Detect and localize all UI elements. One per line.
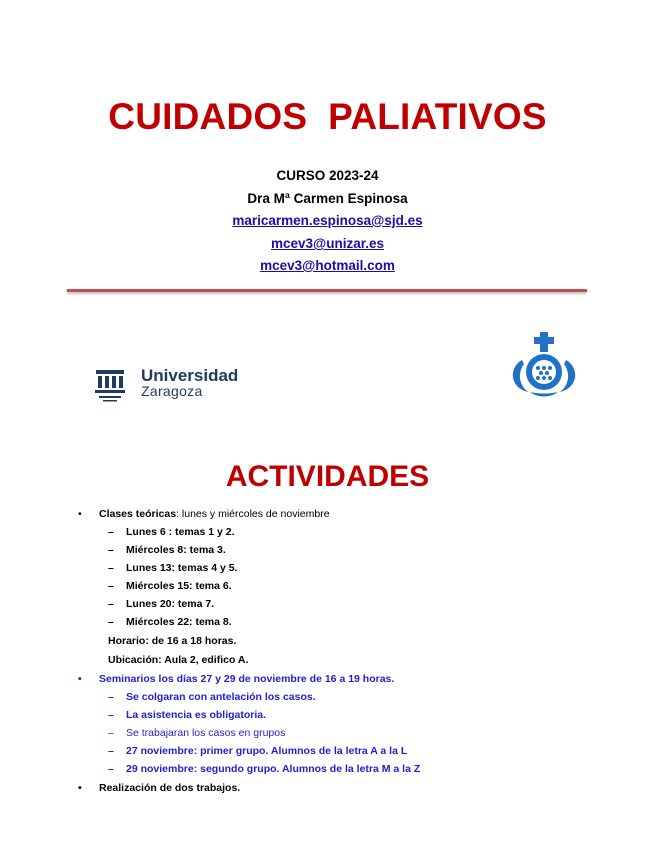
list-item-text: : lunes y miércoles de noviembre — [176, 508, 330, 520]
list-item-text: 27 noviembre: primer grupo. Alumnos de la letra A a la L — [126, 745, 408, 757]
dash-icon: – — [108, 763, 114, 775]
list-item-text: 29 noviembre: segundo grupo. Alumnos de la letra M a la Z — [126, 763, 421, 775]
list-item-text: La asistencia es obligatoria. — [126, 709, 267, 721]
university-name-line1: Universidad — [141, 366, 239, 385]
header-divider — [67, 289, 587, 292]
bullet-icon: • — [78, 782, 82, 794]
email-link-sjd[interactable]: maricarmen.espinosa@sjd.es — [232, 213, 423, 228]
list-item-text: Seminarios los días 27 y 29 de noviembre de 16 a 19 horas. — [99, 673, 395, 685]
list-item-text: Lunes 13: temas 4 y 5. — [126, 562, 238, 574]
location-text: Ubicación: Aula 2, edifico A. — [108, 654, 249, 666]
dash-icon: – — [108, 616, 114, 628]
list-item-text: Realización de dos trabajos. — [99, 782, 241, 794]
dash-icon: – — [108, 691, 114, 703]
list-item-label: Clases teóricas — [99, 508, 177, 520]
schedule-text: Horario: de 16 a 18 horas. — [108, 635, 237, 647]
list-item-text: Miércoles 22: tema 8. — [126, 616, 232, 628]
list-item-text: Miércoles 15: tema 6. — [126, 580, 232, 592]
course-label: CURSO 2023-24 — [276, 168, 379, 183]
list-item-text: Se colgaran con antelación los casos. — [126, 691, 316, 703]
bullet-icon: • — [78, 673, 82, 685]
list-item-text: Miércoles 8: tema 3. — [126, 544, 226, 556]
email-link-unizar[interactable]: mcev3@unizar.es — [271, 236, 384, 251]
universidad-zaragoza-logo — [93, 364, 293, 406]
page-title: CUIDADOS PALIATIVOS — [108, 96, 547, 137]
list-item-text: Se trabajaran los casos en grupos — [126, 727, 286, 739]
university-name-line2: Zaragoza — [141, 383, 203, 399]
dash-icon: – — [108, 727, 114, 739]
author-name: Dra Mª Carmen Espinosa — [247, 191, 408, 206]
list-item-text: Lunes 6 : temas 1 y 2. — [126, 526, 235, 538]
dash-icon: – — [108, 526, 114, 538]
email-link-hotmail[interactable]: mcev3@hotmail.com — [260, 258, 395, 273]
dash-icon: – — [108, 580, 114, 592]
sjd-emblem-icon — [506, 332, 582, 398]
university-building-icon — [93, 368, 127, 404]
bullet-icon: • — [78, 508, 82, 520]
dash-icon: – — [108, 544, 114, 556]
section-title: ACTIVIDADES — [225, 460, 430, 493]
dash-icon: – — [108, 709, 114, 721]
dash-icon: – — [108, 598, 114, 610]
dash-icon: – — [108, 562, 114, 574]
dash-icon: – — [108, 745, 114, 757]
list-item-text: Lunes 20: tema 7. — [126, 598, 215, 610]
